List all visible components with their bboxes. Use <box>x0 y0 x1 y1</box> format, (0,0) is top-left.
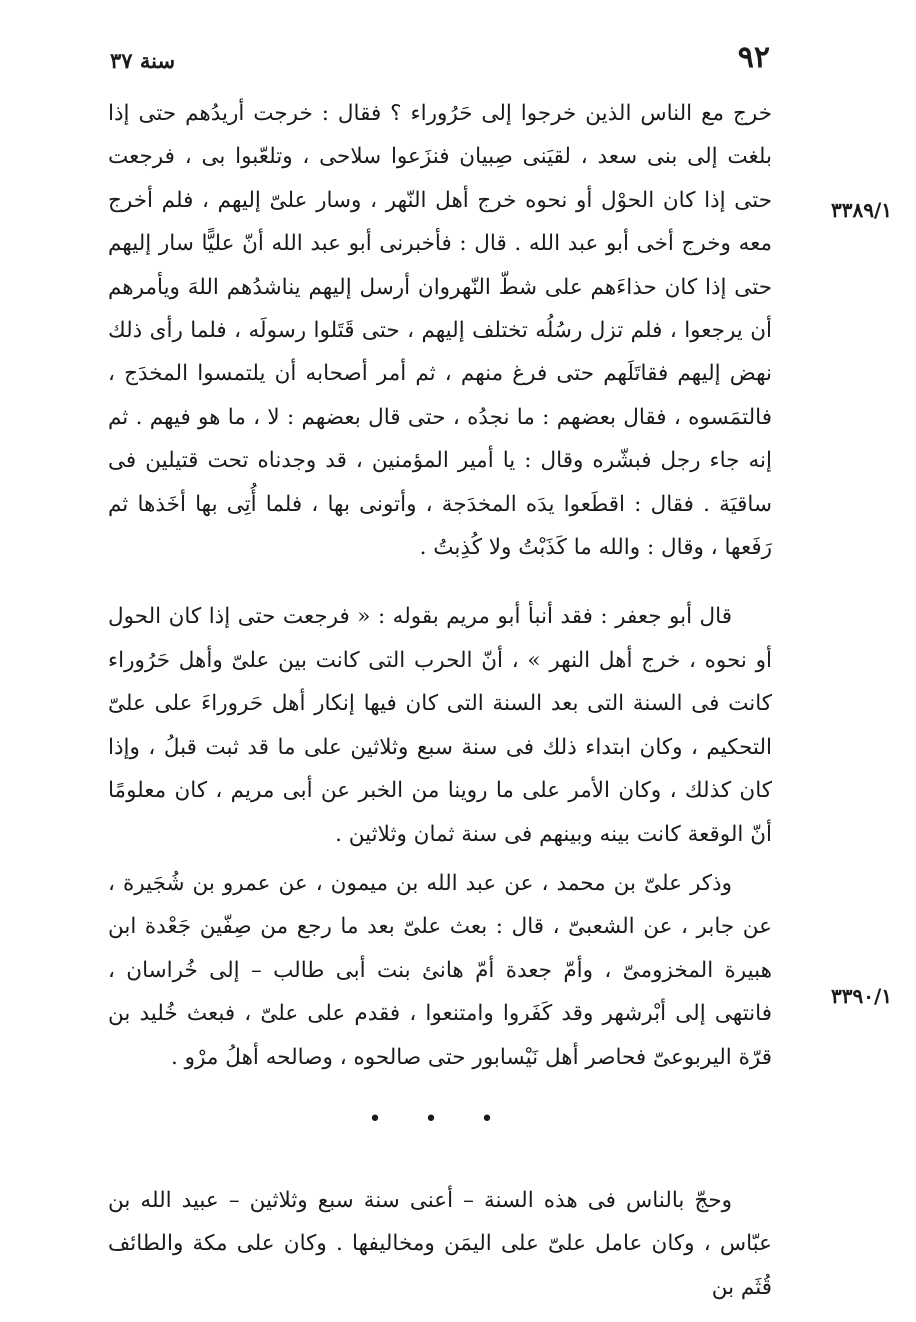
paragraph-narration: خرج مع الناس الذين خرجوا إلى حَرُوراء ؟ فقال : خرجت أريدُهم حتى إذا بلغت إلى بنى سعد ، لقيَنى صِبيان فنزَعوا سلاحى ، وتلعّبوا بى ، فرجعت حتى إذا كان الحوْل أو نحوه خرج أهل النّهر ، وسار علىّ إليهم ، فلم أخرج معه وخرج أخى أبو عبد الله . قال : فأخبرنى أبو عبد الله أنّ عليًّا سار إليهم حتى إذا كان حذاءَهم على شطّ النّهروان أرسل إليهم يناشدُهم اللهَ ويأمرهم أن يرجعوا ، فلم تزل رسُلُه تختلف إليهم ، حتى قَتَلوا رسولَه ، فلما رأى ذلك نهض إليهم فقاتَلَهم حتى فرغ منهم ، ثم أمر أصحابه أن يلتمسوا المخدَج ، فالتمَسوه ، فقال بعضهم : ما نجدُه ، حتى قال بعضهم : لا ، ما هو فيهم . ثم إنه جاء رجل فبشّره وقال : يا أمير المؤمنين ، قد وجدناه تحت قتيلين فى ساقيَة . فقال : اقطَعوا يدَه المخدَجة ، وأتونى بها ، فلما أُتِى بها أخَذها ثم رَفَعها ، وقال : والله ما كَذَبْتُ ولا كُذِبتُ . <box>108 101 772 561</box>
paragraph-khurasan: وذكر علىّ بن محمد ، عن عبد الله بن ميمون ، عن عمرو بن شُجَيرة ، عن جابر ، عن الشعبىّ ، قال : بعث علىّ بعد ما رجع من صِفّين جَعْدة ابن هبيرة المخزومىّ ، وأمّ جعدة أمّ هانئ بنت أبى طالب – إلى خُراسان ، فانتهى إلى أبْرشهر وقد كَفَروا وامتنعوا ، فقدم على علىّ ، فبعث خُليد بن قرّة اليربوعىّ فحاصر أهل نَيْسابور حتى صالحوه ، وصالحه أهلُ مرْو . <box>108 870 772 1070</box>
running-head-year: سنة ٣٧ <box>110 48 176 73</box>
page-number: ٩٢ <box>737 40 770 75</box>
paragraph-pilgrimage: وحجّ بالناس فى هذه السنة – أعنى سنة سبع وثلاثين – عبيد الله بن عبّاس ، وكان عامل علىّ على اليمَن ومخاليفها . وكان على مكة والطائف قُثَم بن <box>108 1187 772 1300</box>
margin-reference: ٣٣٨٩/١ <box>830 198 892 222</box>
section-separator: • • • <box>368 1106 512 1132</box>
page-header <box>110 40 770 80</box>
margin-reference: ٣٣٩٠/١ <box>830 984 892 1008</box>
paragraph-gap <box>108 1161 772 1179</box>
paragraph-commentary: قال أبو جعفر : فقد أنبأ أبو مريم بقوله : « فرجعت حتى إذا كان الحول أو نحوه ، خرج أهل النهر » ، أنّ الحرب التى كانت بين علىّ وأهل حَرُوراء كانت فى السنة التى بعد السنة التى كان فيها إنكار أهل حَروراءَ على علىّ التحكيم ، وكان ابتداء ذلك فى سنة سبع وثلاثين على ما قد ثبت قبلُ ، وإذا كان كذلك ، وكان الأمر على ما روينا من الخبر عن أبى مريم ، كان معلومًا أنّ الوقعة كانت بينه وبينهم فى سنة ثمان وثلاثين . <box>108 604 772 847</box>
paragraph-gap <box>108 569 772 595</box>
main-text <box>108 92 772 1309</box>
